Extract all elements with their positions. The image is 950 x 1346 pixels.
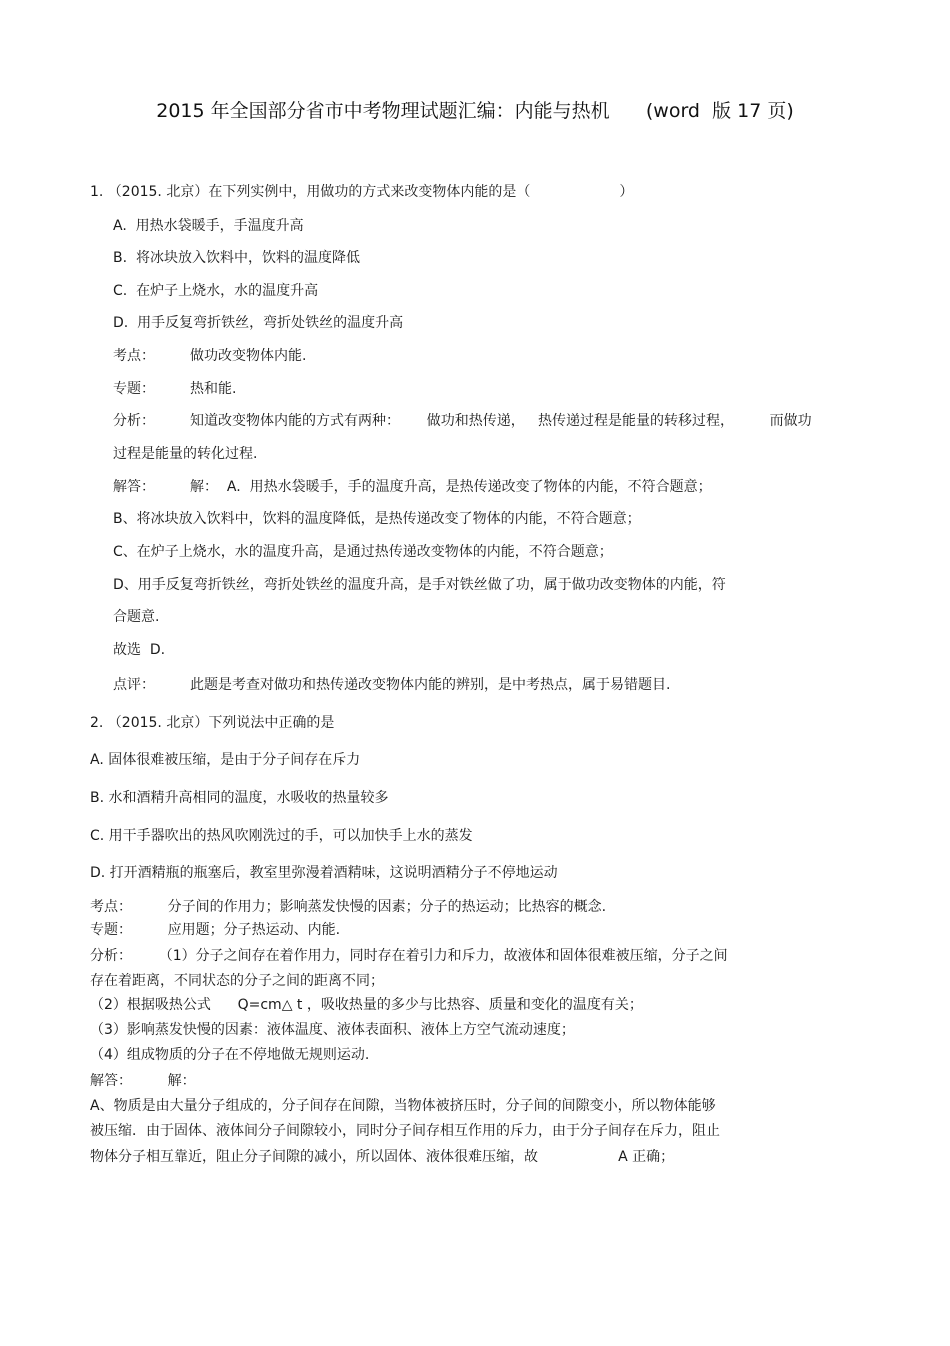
q2-stem: 2. （2015. 北京）下列说法中正确的是 [90,715,335,731]
q2-fenxi-line-4: （3）影响蒸发快慢的因素：液体温度、液体表面积、液体上方空气流动速度； [90,1022,575,1038]
q1-option-b: B. 将冰块放入饮料中，饮料的温度降低 [113,250,360,266]
q2-fenxi-line-5: （4）组成物质的分子在不停地做无规则运动. [90,1047,370,1063]
q1-stem: 1. （2015. 北京）在下列实例中，用做功的方式来改变物体内能的是（ ） [90,184,634,200]
q2-jieda-label: 解答： 解： [90,1073,196,1089]
q2-fenxi-line-2: 存在着距离，不同状态的分子之间的距离不同； [90,973,384,989]
q1-dianping: 此题是考查对做功和热传递改变物体内能的辨别，是中考热点，属于易错题目. [190,677,671,693]
q1-answer: 故选 D. [113,642,166,658]
q1-option-c: C. 在炉子上烧水，水的温度升高 [113,283,319,299]
q2-option-c: C. 用干手器吹出的热风吹刚洗过的手，可以加快手上水的蒸发 [90,828,473,844]
q2-fenxi-line-3: （2）根据吸热公式 Q=cm△ t ，吸收热量的多少与比热容、质量和变化的温度有关； [90,997,643,1013]
q1-fenxi-line-1: 知道改变物体内能的方式有两种： 做功和热传递， 热传递过程是能量的转移过程， 而做功 [190,413,812,429]
q2-zhuanti: 专题： 应用题；分子热运动、内能. [90,922,341,938]
q1-kaodian: 做功改变物体内能. [190,348,307,364]
q2-option-d: D. 打开酒精瓶的瓶塞后，教室里弥漫着酒精味，这说明酒精分子不停地运动 [90,865,558,881]
q1-jieda-c: C、在炉子上烧水，水的温度升高，是通过热传递改变物体的内能，不符合题意； [113,544,613,560]
q1-zhuanti: 热和能. [190,381,237,397]
q1-fenxi-line-2: 过程是能量的转化过程. [113,446,258,462]
q2-option-a: A. 固体很难被压缩，是由于分子间存在斥力 [90,752,361,768]
q2-option-b: B. 水和酒精升高相同的温度，水吸收的热量较多 [90,790,389,806]
q1-jieda-a: 解： A. 用热水袋暖手，手的温度升高，是热传递改变了物体的内能，不符合题意； [190,479,712,495]
q1-zhuanti-label: 专题： [113,381,155,397]
q2-jieda-line-3: 物体分子相互靠近，阻止分子间隙的减小，所以固体、液体很难压缩，故 A 正确； [90,1149,675,1165]
q1-jieda-label: 解答： [113,479,155,495]
q2-jieda-line-2: 被压缩．由于固体、液体间分子间隙较小，同时分子间存相互作用的斥力，由于分子间存在斥力，阻止 [90,1123,720,1139]
q1-jieda-b: B、将冰块放入饮料中，饮料的温度降低，是热传递改变了物体的内能，不符合题意； [113,511,641,527]
q1-fenxi-label: 分析： [113,413,155,429]
q1-option-d: D. 用手反复弯折铁丝，弯折处铁丝的温度升高 [113,315,404,331]
q2-fenxi-line-1: 分析： （1）分子之间存在着作用力，同时存在着引力和斥力，故液体和固体很难被压缩，分子之间 [90,948,728,964]
document-title: 2015 年全国部分省市中考物理试题汇编：内能与热机 (word 版 17 页) [156,100,794,122]
q2-jieda-line-1: A、物质是由大量分子组成的，分子间存在间隙，当物体被挤压时，分子间的间隙变小，所以物体能够 [90,1098,716,1114]
q1-jieda-d-line-1: D、用手反复弯折铁丝，弯折处铁丝的温度升高，是手对铁丝做了功，属于做功改变物体的内能，符 [113,577,726,593]
q1-jieda-d-line-2: 合题意. [113,609,160,625]
q1-kaodian-label: 考点： [113,348,155,364]
q1-option-a: A. 用热水袋暖手，手温度升高 [113,218,304,234]
q1-dianping-label: 点评： [113,677,155,693]
q2-kaodian: 考点： 分子间的作用力；影响蒸发快慢的因素；分子的热运动；比热容的概念. [90,899,607,915]
